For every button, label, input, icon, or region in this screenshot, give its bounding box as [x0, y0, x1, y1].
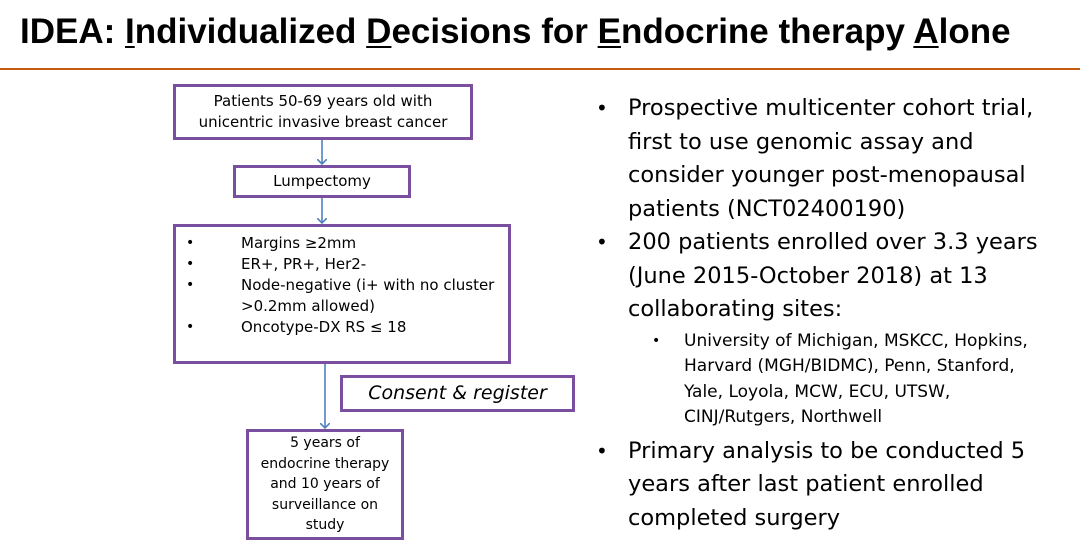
title-initial: A [913, 12, 939, 51]
bullet-marker: • [186, 277, 195, 293]
bullet-text: consider younger post-menopausal [628, 162, 1026, 188]
sub-bullet-text: University of Michigan, MSKCC, Hopkins, [684, 330, 1028, 351]
criterion-text: Margins ≥2mm [241, 234, 357, 252]
outcome-line: surveillance on [271, 496, 379, 513]
title-initial: I [125, 12, 135, 51]
criterion-text: Node-negative (i+ with no cluster [241, 276, 495, 294]
criterion-item [186, 233, 494, 254]
lumpectomy-box [233, 165, 411, 198]
bullet-text: years after last patient enrolled [628, 471, 984, 497]
criteria-list [186, 233, 494, 338]
bullet-item [596, 226, 1076, 327]
bullet-text: Prospective multicenter cohort trial, [628, 95, 1034, 121]
sub-bullet-marker: • [652, 332, 661, 349]
outcome-text [261, 433, 390, 536]
criterion-item [186, 275, 494, 317]
title-segment: lone [938, 12, 1011, 51]
title-initial: E [597, 12, 621, 51]
consent-register-box [340, 375, 575, 412]
sub-bullet-text: Yale, Loyola, MCW, ECU, UTSW, [684, 381, 951, 402]
criterion-text: Oncotype-DX RS ≤ 18 [241, 318, 407, 336]
criterion-item [186, 254, 494, 275]
bullet-marker: • [596, 96, 608, 120]
title-initial: D [366, 12, 392, 51]
outcome-line: study [305, 517, 345, 534]
patients-line-1: Patients 50-69 years old with [213, 92, 433, 110]
bullet-text: Primary analysis to be conducted 5 [628, 437, 1026, 464]
outcome-line: endocrine therapy [260, 455, 390, 472]
bullet-text: first to use genomic assay and [628, 128, 974, 155]
title-segment: ndividualized [134, 12, 367, 51]
outcome-line: 5 years of [290, 435, 360, 452]
bullet-item [596, 92, 1076, 226]
outcome-box [246, 429, 404, 540]
criterion-text: ER+, PR+, Her2- [241, 255, 367, 273]
lumpectomy-label: Lumpectomy [273, 172, 371, 190]
sub-bullet-text: CINJ/Rutgers, Northwell [684, 407, 883, 427]
patients-line-2: unicentric invasive breast cancer [198, 113, 448, 131]
bullet-text: 200 patients enrolled over 3.3 years [628, 229, 1038, 255]
bullet-marker: • [186, 256, 195, 272]
sub-bullet-item [596, 329, 1076, 431]
criterion-item [186, 317, 494, 338]
title-segment: ecisions for [391, 12, 598, 51]
bullet-marker: • [186, 319, 195, 335]
outcome-line: and 10 years of [270, 476, 380, 493]
bullet-marker: • [186, 235, 195, 251]
consent-label: Consent & register [368, 382, 547, 404]
eligibility-criteria-box [173, 224, 511, 364]
bullet-text: collaborating sites: [628, 296, 843, 322]
patients-box [173, 84, 473, 140]
title-segment: IDEA: [20, 12, 125, 51]
criterion-text: >0.2mm allowed) [241, 297, 375, 315]
key-points-list [596, 92, 1076, 535]
title-segment: ndocrine therapy [620, 12, 914, 51]
bullet-text: completed surgery [628, 504, 841, 531]
bullet-marker: • [596, 230, 608, 254]
sub-bullet-text: Harvard (MGH/BIDMC), Penn, Stanford, [684, 356, 1015, 376]
bullet-marker: • [596, 438, 608, 463]
bullet-item [596, 435, 1076, 536]
bullet-text: patients (NCT02400190) [628, 195, 906, 222]
bullet-text: (June 2015-October 2018) at 13 [628, 262, 988, 289]
